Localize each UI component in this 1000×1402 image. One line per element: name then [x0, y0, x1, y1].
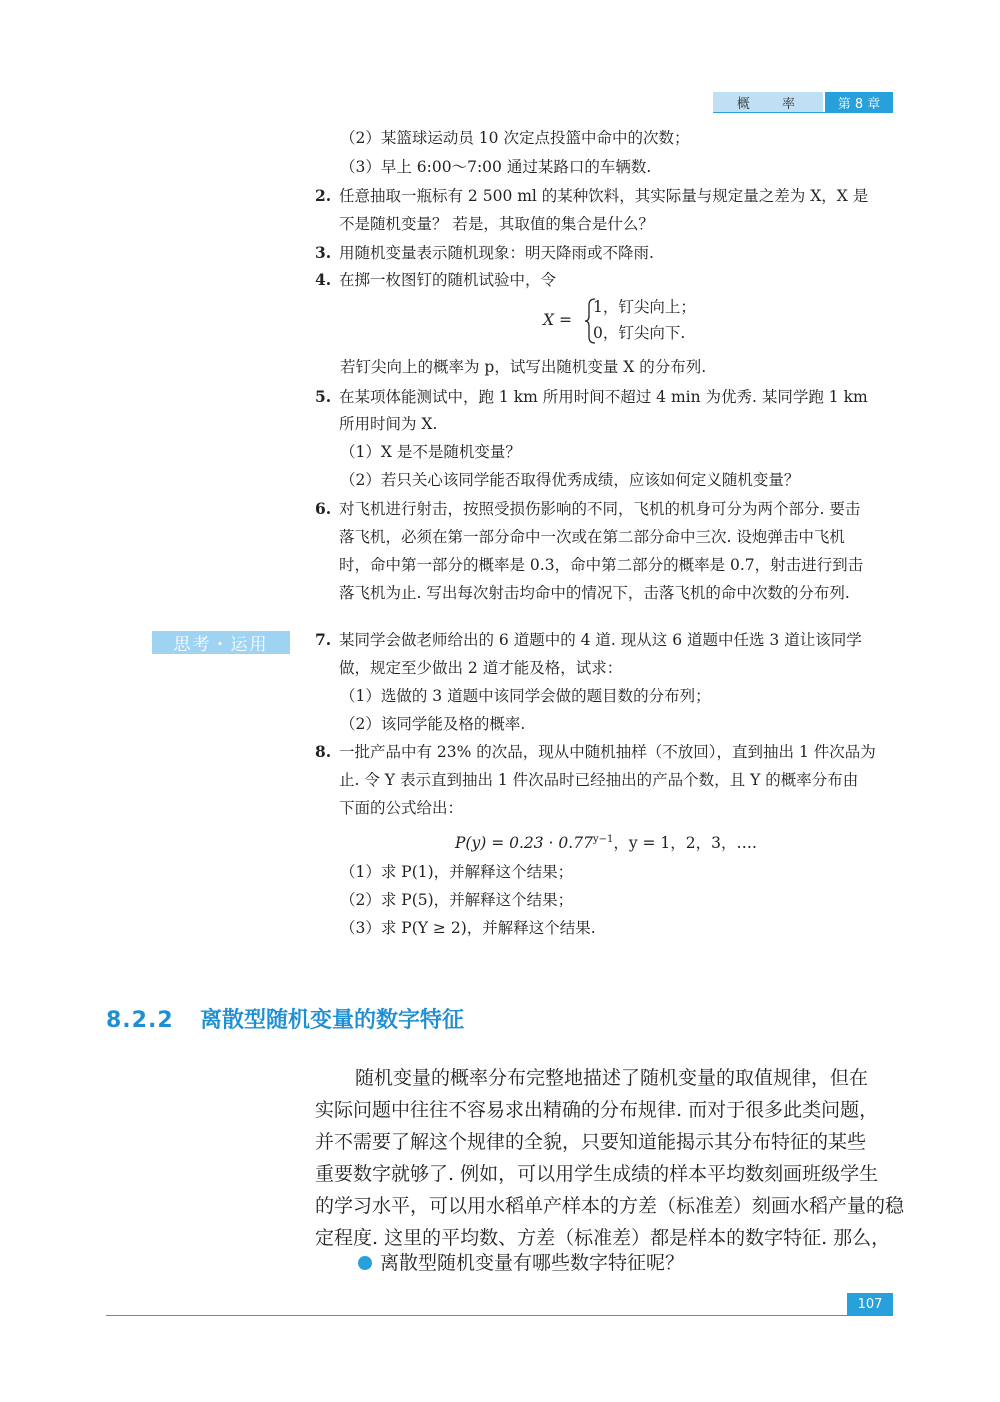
ex2-line1 [315, 186, 868, 206]
footer-rule [106, 1315, 893, 1316]
ex6-line2: 落飞机，必须在第一部分命中一次或在第二部分命中三次. 设炮弹击中飞机 [339, 528, 845, 546]
ex1-item2: （2）某篮球运动员 10 次定点投篮中命中的次数； [340, 129, 690, 147]
ex8-formula-main: P(y) = 0.23 · 0.77 [455, 834, 593, 853]
ex4-number: 4. [315, 270, 332, 289]
ex4-text1: 在掷一枚图钉的随机试验中，令 [339, 271, 557, 289]
page-number: 107 [847, 1293, 893, 1315]
ex4-line1 [315, 270, 556, 290]
ex6-line3: 时，命中第一部分的概率是 0.3，命中第二部分的概率是 0.7，射击进行到击 [339, 556, 864, 574]
header-topic-tab: 概 率 [713, 92, 823, 112]
ex8-formula-exponent: y−1 [592, 834, 614, 845]
para-line-1: 随机变量的概率分布完整地描述了随机变量的取值规律，但在 [355, 1067, 869, 1089]
section-question: 离散型随机变量有哪些数字特征呢？ [380, 1252, 685, 1274]
para-line-3: 并不需要了解这个规律的全貌，只要知道能揭示其分布特征的某些 [315, 1131, 867, 1153]
section-title: 离散型随机变量的数字特征 [200, 1008, 465, 1033]
think-apply-label: 思考・运用 [152, 631, 290, 654]
ex5-line2: 所用时间为 X. [339, 415, 438, 433]
para-line-4: 重要数字就够了. 例如，可以用学生成绩的样本平均数刻画班级学生 [315, 1163, 879, 1185]
ex8-line3: 下面的公式给出： [339, 799, 464, 817]
ex3-text1: 用随机变量表示随机现象：明天降雨或不降雨. [339, 244, 654, 262]
ex7-item2: （2）该同学能及格的概率. [340, 715, 526, 733]
ex4-case2: 0，钉尖向下. [593, 324, 686, 342]
ex6-text1: 对飞机进行射击，按照受损伤影响的不同，飞机的机身可分为两个部分. 要击 [339, 500, 861, 518]
ex1-item3: （3）早上 6:00～7:00 通过某路口的车辆数. [340, 158, 652, 176]
ex5-item2: （2）若只关心该同学能否取得优秀成绩，应该如何定义随机变量？ [340, 471, 800, 489]
ex8-line1 [315, 742, 876, 762]
bullet-dot-icon [358, 1256, 372, 1270]
para-line-6: 定程度. 这里的平均数、方差（标准差）都是样本的数字特征. 那么， [315, 1227, 891, 1249]
para-line-2: 实际问题中往往不容易求出精确的分布规律. 而对于很多此类问题， [315, 1099, 879, 1121]
ex6-number: 6. [315, 499, 332, 518]
section-heading [106, 1003, 464, 1034]
ex5-item1: （1）X 是不是随机变量？ [340, 443, 521, 461]
ex8-formula-tail: ，y = 1，2，3，…. [613, 834, 757, 853]
header-chapter-tab: 第 8 章 [825, 92, 893, 112]
ex8-item2: （2）求 P(5)，并解释这个结果； [340, 891, 574, 909]
ex7-item1: （1）选做的 3 道题中该同学会做的题目数的分布列； [340, 687, 711, 705]
ex5-number: 5. [315, 387, 332, 406]
ex7-line2: 做，规定至少做出 2 道才能及格，试求： [339, 659, 623, 677]
ex2-text1: 任意抽取一瓶标有 2 500 ml 的某种饮料，其实际量与规定量之差为 X，X 是 [339, 187, 869, 205]
ex2-number: 2. [315, 186, 332, 205]
ex8-number: 8. [315, 742, 332, 761]
header-rule [713, 112, 893, 113]
ex8-text1: 一批产品中有 23% 的次品，现从中随机抽样（不放回），直到抽出 1 件次品为 [339, 743, 876, 761]
ex8-item1: （1）求 P(1)，并解释这个结果； [340, 863, 574, 881]
ex2-line2: 不是随机变量？ 若是，其取值的集合是什么？ [339, 215, 654, 233]
para-line-5: 的学习水平，可以用水稻单产样本的方差（标准差）刻画水稻产量的稳 [315, 1195, 905, 1217]
ex7-line1 [315, 630, 862, 650]
ex6-line4: 落飞机为止. 写出每次射击均命中的情况下，击落飞机的命中次数的分布列. [339, 584, 850, 602]
ex8-item3: （3）求 P(Y ≥ 2)，并解释这个结果. [340, 919, 596, 937]
ex5-line1 [315, 387, 868, 407]
ex4-formula-lhs: X = [543, 311, 572, 329]
ex3-number: 3. [315, 243, 332, 262]
ex3-line1 [315, 243, 654, 263]
ex7-number: 7. [315, 630, 332, 649]
ex4-case1: 1，钉尖向上； [593, 298, 696, 316]
ex5-text1: 在某项体能测试中，跑 1 km 所用时间不超过 4 min 为优秀. 某同学跑 1 km [339, 388, 868, 406]
ex7-text1: 某同学会做老师给出的 6 道题中的 4 道. 现从这 6 道题中任选 3 道让该同学 [339, 631, 862, 649]
section-number: 8.2.2 [106, 1008, 174, 1033]
ex8-formula [455, 830, 757, 853]
ex6-line1 [315, 499, 860, 519]
ex8-line2: 止. 令 Y 表示直到抽出 1 件次品时已经抽出的产品个数，且 Y 的概率分布由 [339, 771, 859, 789]
ex4-line2: 若钉尖向上的概率为 p，试写出随机变量 X 的分布列. [340, 358, 707, 376]
